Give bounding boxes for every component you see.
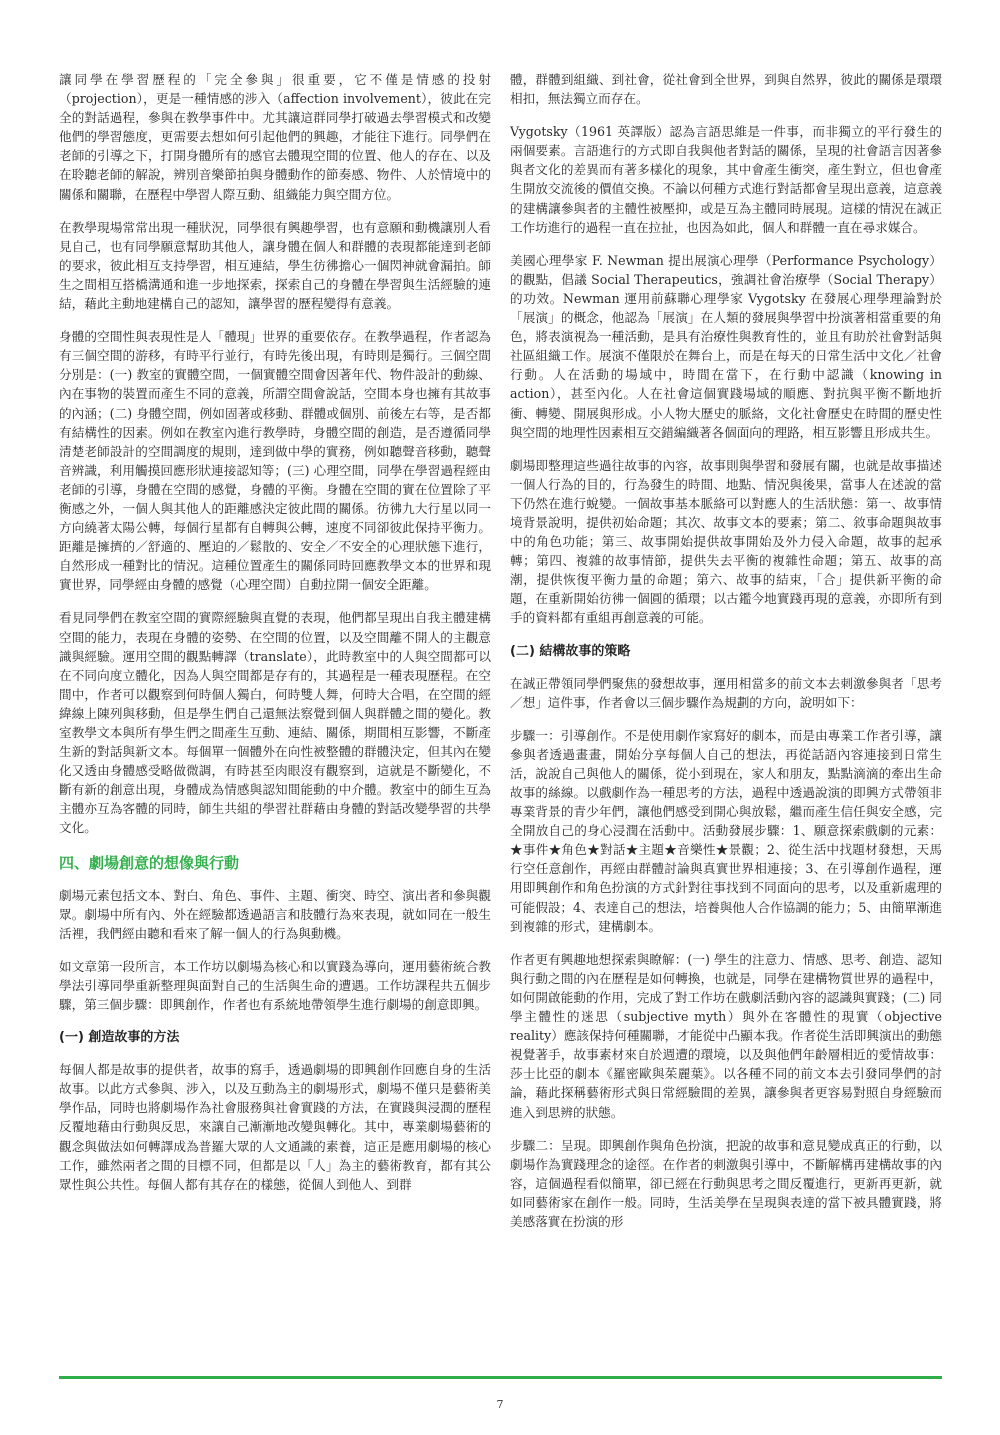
section-heading: 四、劇場創意的想像與行動 <box>59 853 240 872</box>
subsection-heading: (二) 結構故事的策略 <box>510 643 631 659</box>
subsection-heading: (一) 創造故事的方法 <box>59 1030 180 1046</box>
right-column <box>510 70 942 1245</box>
paragraph: 步驟一：引導創作。不是使用劇作家寫好的劇本，而是由專業工作者引導，讓參與者透過畫畫，開始分享每個人自己的想法，再從話語內容連接到日常生活，說說自己與他人的關係，從小到現在，家人和朋友，點點滴滴的牽出生命故事的絲線。以戲劇作為一種思考的方法，過程中透過說演的即興方式帶領非專業背景的青少年們，讓他們感受到開心與放鬆，繼而產生信任與安全感，完全開放自己的身心浸潤在活動中。活動發展步驟：1、願意探索戲劇的元素：★事件★角色★對話★主題★音樂性★景觀；2、從生活中找題材發想，天馬行空任意創作，再經由群體討論與真實世界相連接；3、在引導創作過程，運用即興創作和角色扮演的方式針對往事找到不同面向的思考，以及重新處理的可能假設；4、表達自己的想法，培養與他人合作協調的能力；5、由簡單漸進到複雜的形式，建構劇本。 <box>510 727 942 934</box>
paragraph: 看見同學們在教室空間的實際經驗與直覺的表現，他們都呈現出自我主體建構空間的能力，表現在身體的姿勢、在空間的位置，以及空間離不開人的主觀意識與經驗。運用空間的觀點轉譯（translate），此時教室中的人與空間都可以在不同向度立體化，因為人與空間都是存有的，其過程是一種表現歷程。在空間中，作者可以觀察到何時個人獨白，何時雙人舞，何時大合唱，在空間的經緯線上陳列與移動，但是學生們自己還無法察覺到個人與群體之間的變化。教室教學文本與所有學生們之間產生互動、連結、關係，期間相互影響，不斷產生新的對話與新文本。每個單一個體外在向性被整體的群體決定，但其內在變化又透由身體感受略做微調，有時甚至肉眼沒有觀察到，這就是不斷變化，不斷有新的創意出現，身體成為情感與認知間能動的中介體。教室中的師生互為主體亦互為客體的同時，師生共組的學習社群藉由身體的對話改變學習的共學文化。 <box>59 610 491 836</box>
paragraph: 步驟二：呈現。即興創作與角色扮演，把說的故事和意見變成真正的行動，以劇場作為實踐理念的途徑。在作者的刺激與引導中，不斷解構再建構故事的內容，這個過程看似簡單，卻已經在行動與思考之間反覆進行，更新再更新，就如同藝術家在創作一般。同時，生活美學在呈現與表達的當下被具體實踐，將美感落實在扮演的形 <box>510 1137 942 1229</box>
paragraph: 劇場即整理這些過往故事的內容，故事則與學習和發展有關，也就是故事描述一個人行為的目的，行為發生的時間、地點、情況與後果，當事人在述說的當下仍然在進行蛻變。一個故事基本脈絡可以對應人的生活狀態：第一、故事情境背景說明，提供初始命題；其次、故事文本的要素；第二、敘事命題與故事中的角色功能；第三、故事開始提供故事開始及外力侵入命題，故事的起承轉；第四、複雜的故事情節，提供失去平衡的複雜性命題；第五、故事的高潮，提供恢復平衡力量的命題；第六、故事的結束，「合」提供新平衡的命題，在重新開始彷彿一個圓的循環；以古鑑今地實踐再現的意義，亦即所有到手的資料都有重組再創意義的可能。 <box>510 457 942 626</box>
page-number: 7 <box>496 1398 504 1411</box>
paragraph: 身體的空間性與表現性是人「體現」世界的重要依存。在教學過程，作者認為有三個空間的游移，有時平行並行，有時先後出現，有時則是獨行。三個空間分別是：(一) 教室的實體空間，一個實體空間會因著年代、物件設計的動線、內在事物的裝置而產生不同的意義，所謂空間會說話，空間本身也擁有其故事的內涵；(二) 身體空間，例如固著或移動、群體或個別、前後左右等，是否都有結構性的因素。例如在教室內進行教學時，身體空間的創造，是否遵循同學清楚老師設計的空間調度的規則，達到做中學的實務，例如聽聲音移動，聽聲音辨識，利用觸摸回應形狀連接認知等；(三) 心理空間，同學在學習過程經由老師的引導，身體在空間的感覺，身體的平衡。身體在空間的實在位置除了平衡感之外，一個人與其他人的距離感決定彼此間的關係。彷彿九大行星以同一方向繞著太陽公轉，每個行星都有自轉與公轉，速度不同卻彼此保持平衡力。距離是擁擠的／舒適的、壓迫的／鬆散的、安全／不安全的心理狀態下進行，自然形成一種對比的情況。這種位置產生的關係同時回應教學文本的世界和現實世界，同學經由身體的感覺（心理空間）自動拉開一個安全距離。 <box>59 329 491 593</box>
paragraph: 在誠正帶領同學們聚焦的發想故事，運用相當多的前文本去刺激參與者「思考／想」這件事，作者會以三個步驟作為規劃的方向，說明如下： <box>510 675 942 710</box>
paragraph: Vygotsky（1961 英譯版）認為言語思維是一件事，而非獨立的平行發生的兩個要素。言語進行的方式即自我與他者對話的關係，呈現的社會語言因著參與者文化的差異而有著多樣化的現象，其中會產生衝突，產生對立，但也會產生開放交流後的價值交換。不論以何種方式進行對話都會呈現出意義，這意義的建構讓參與者的主體性被壓抑，或是互為主體同時展現。這樣的情況在誠正工作坊進行的過程一直在拉扯，也因為如此，個人和群體一直在尋求媒合。 <box>510 124 942 235</box>
paragraph: 讓同學在學習歷程的「完全參與」很重要，它不僅是情感的投射（projection），更是一種情感的涉入（affection involvement），彼此在完全的對話過程，參與在教學事件中。尤其讓這群同學打破過去學習模式和改變他們的學習態度，更需要去想如何引起他們的興趣，才能往下進行。同學們在老師的引導之下，打開身體所有的感官去體現空間的位置、他人的存在、以及在聆聽老師的解說，辨別音樂節拍與身體動作的節奏感、物件、人於情境中的關係和關聯，在歷程中學習人際互動、組織能力與空間方位。 <box>59 72 491 202</box>
paragraph: 每個人都是故事的提供者，故事的寫手，透過劇場的即興創作回應自身的生活故事。以此方式參與、涉入，以及互動為主的劇場形式，劇場不僅只是藝術美學作品，同時也將劇場作為社會服務與社會實踐的方法，在實踐與浸潤的歷程反覆地藉由行動與反思，來讓自己漸漸地改變與轉化。其中，專業劇場藝術的觀念與做法如何轉譯成為普羅大眾的人文通識的素養，這正是應用劇場的核心工作，雖然兩者之間的目標不同，但都是以「人」為主的藝術教育，都有其公眾性與公共性。每個人都有其存在的樣態，從個人到他人、到群 <box>59 1062 491 1192</box>
paragraph: 在教學現場常常出現一種狀況，同學很有興趣學習，也有意願和動機讓別人看見自己，也有同學願意幫助其他人，讓身體在個人和群體的表現都能達到老師的要求，彼此相互支持學習，相互連結，學生彷彿擔心一個閃神就會漏拍。師生之間相互搭橋溝通和進一步地探索，探索自己的身體在學習與生活經驗的連結，藉此主動地建構自己的認知，讓學習的歷程變得有意義。 <box>59 219 491 312</box>
paragraph: 作者更有興趣地想探索與瞭解：(一) 學生的注意力、情感、思考、創造、認知與行動之間的內在歷程是如何轉換，也就是，同學在建構物質世界的過程中，如何開啟能動的作用，完成了對工作坊在戲劇活動內容的認識與實踐；(二) 同學主體性的迷思（subjective myth）與外在客體性的現實（objective reality）應該保持何種關聯，才能從中凸顯本我。作者從生活即興演出的動態視覺著手，故事素材來自於週遭的環境，以及與他們年齡層相近的愛情故事：莎士比亞的劇本《羅密歐與茱麗葉》。以各種不同的前文本去引發同學們的討論，藉此探稱藝術形式與日常經驗間的差異，讓參與者更容易對照自身經驗而進入到思辨的狀態。 <box>510 951 942 1120</box>
footer-divider <box>59 1376 942 1379</box>
paragraph: 劇場元素包括文本、對白、角色、事件、主題、衝突、時空、演出者和參與觀眾。劇場中所有內、外在經驗都透過語言和肢體行為來表現，就如同在一般生活裡，我們經由聽和看來了解一個人的行為與動機。 <box>59 887 491 941</box>
left-column <box>59 70 491 1208</box>
paragraph: 美國心理學家 F. Newman 提出展演心理學（Performance Psychology）的觀點，倡議 Social Therapeutics，強調社會治療學（Social Therapy）的功效。Newman 運用前蘇聯心理學家 Vygotsky 在發展心理學理論對於「展演」的概念，他認為「展演」在人類的發展與學習中扮演著相當重要的角色，將表演視為一種活動，是具有治療性與教育性的，並且有助於社會對話與社區組織工作。展演不僅限於在舞台上，而是在每天的日常生活中文化／社會行動。人在活動的場域中，時間在當下，在行動中認識（knowing in action），甚至內化。人在社會這個實踐場域的順應、對抗與平衡不斷地折衝、轉變、開展與形成。小人物大歷史的脈絡，文化社會歷史在時間的歷史性與空間的地理性因素相互交錯編織著各個面向的理路，相互影響且形成共生。 <box>510 252 942 440</box>
paragraph: 體，群體到組織、到社會，從社會到全世界，到與自然界，彼此的關係是環環相扣，無法獨立而存在。 <box>510 72 942 107</box>
paragraph: 如文章第一段所言，本工作坊以劇場為核心和以實踐為導向，運用藝術統合教學法引導同學重新整理與面對自己的生活與生命的遭遇。工作坊課程共五個步驟，第三個步驟：即興創作，作者也有系統地帶領學生進行劇場的創意即興。 <box>59 958 491 1013</box>
